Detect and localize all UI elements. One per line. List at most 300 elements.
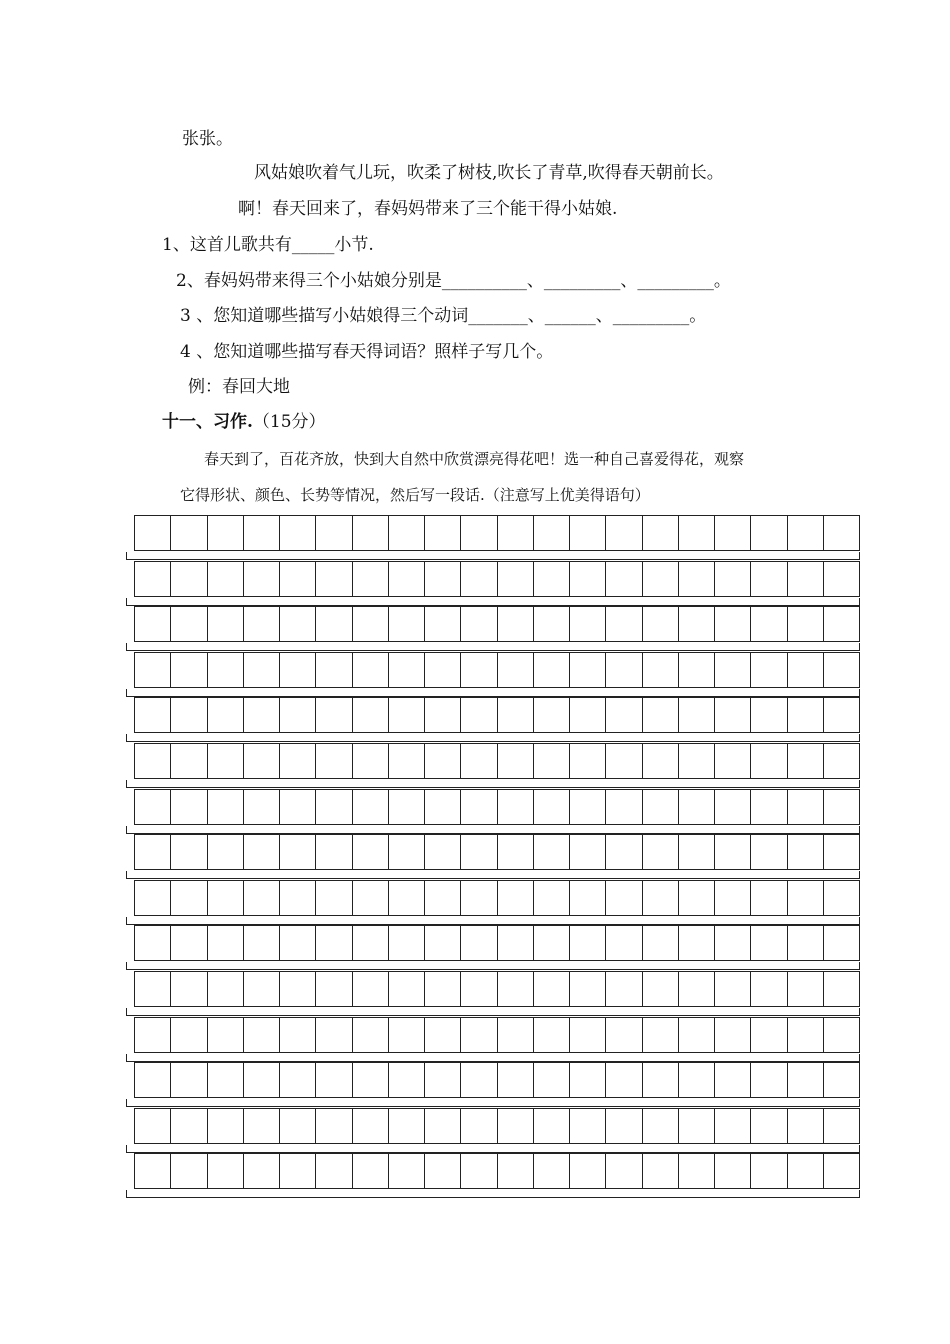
grid-cell[interactable] <box>497 925 533 961</box>
grid-cell[interactable] <box>605 652 641 688</box>
grid-cell[interactable] <box>605 971 641 1007</box>
grid-cell[interactable] <box>787 1108 823 1144</box>
grid-cell[interactable] <box>170 1062 206 1098</box>
grid-cell[interactable] <box>279 880 315 916</box>
grid-cell[interactable] <box>424 652 460 688</box>
grid-cell[interactable] <box>352 1153 388 1189</box>
grid-cell[interactable] <box>170 697 206 733</box>
grid-cell[interactable] <box>315 1062 351 1098</box>
grid-cell[interactable] <box>569 561 605 597</box>
grid-cell[interactable] <box>460 1153 496 1189</box>
grid-cell[interactable] <box>388 1108 424 1144</box>
grid-cell[interactable] <box>533 697 569 733</box>
grid-cell[interactable] <box>170 606 206 642</box>
grid-cell[interactable] <box>170 834 206 870</box>
grid-cell[interactable] <box>243 880 279 916</box>
grid-cell[interactable] <box>642 606 678 642</box>
grid-cell[interactable] <box>569 1017 605 1053</box>
grid-cell[interactable] <box>533 606 569 642</box>
grid-cell[interactable] <box>750 697 786 733</box>
grid-cell[interactable] <box>569 515 605 551</box>
grid-cell[interactable] <box>315 925 351 961</box>
grid-cell[interactable] <box>134 606 170 642</box>
grid-cell[interactable] <box>823 1017 860 1053</box>
grid-cell[interactable] <box>533 743 569 779</box>
grid-cell[interactable] <box>823 880 860 916</box>
grid-cell[interactable] <box>207 743 243 779</box>
grid-cell[interactable] <box>170 1153 206 1189</box>
grid-cell[interactable] <box>605 880 641 916</box>
grid-cell[interactable] <box>787 652 823 688</box>
grid-cell[interactable] <box>388 515 424 551</box>
grid-cell[interactable] <box>170 743 206 779</box>
grid-cell[interactable] <box>315 561 351 597</box>
grid-cell[interactable] <box>497 606 533 642</box>
grid-cell[interactable] <box>642 1108 678 1144</box>
grid-cell[interactable] <box>714 743 750 779</box>
grid-cell[interactable] <box>605 1062 641 1098</box>
grid-cell[interactable] <box>352 652 388 688</box>
grid-cell[interactable] <box>424 743 460 779</box>
grid-cell[interactable] <box>569 606 605 642</box>
grid-cell[interactable] <box>823 789 860 825</box>
grid-cell[interactable] <box>170 1108 206 1144</box>
grid-cell[interactable] <box>315 1108 351 1144</box>
grid-cell[interactable] <box>569 1108 605 1144</box>
grid-cell[interactable] <box>787 834 823 870</box>
grid-cell[interactable] <box>388 880 424 916</box>
grid-cell[interactable] <box>279 1062 315 1098</box>
grid-cell[interactable] <box>134 652 170 688</box>
grid-cell[interactable] <box>533 1108 569 1144</box>
grid-cell[interactable] <box>388 697 424 733</box>
grid-cell[interactable] <box>678 652 714 688</box>
grid-cell[interactable] <box>243 515 279 551</box>
grid-cell[interactable] <box>533 789 569 825</box>
grid-cell[interactable] <box>315 515 351 551</box>
grid-cell[interactable] <box>315 1017 351 1053</box>
grid-cell[interactable] <box>533 561 569 597</box>
grid-cell[interactable] <box>605 606 641 642</box>
grid-cell[interactable] <box>352 789 388 825</box>
grid-cell[interactable] <box>569 880 605 916</box>
grid-cell[interactable] <box>315 697 351 733</box>
grid-cell[interactable] <box>642 834 678 870</box>
grid-cell[interactable] <box>605 834 641 870</box>
grid-cell[interactable] <box>823 925 860 961</box>
grid-cell[interactable] <box>424 1017 460 1053</box>
grid-cell[interactable] <box>207 834 243 870</box>
grid-cell[interactable] <box>678 1108 714 1144</box>
grid-cell[interactable] <box>714 1017 750 1053</box>
grid-cell[interactable] <box>823 652 860 688</box>
grid-cell[interactable] <box>279 652 315 688</box>
grid-cell[interactable] <box>642 1017 678 1053</box>
grid-cell[interactable] <box>642 743 678 779</box>
grid-cell[interactable] <box>497 1062 533 1098</box>
grid-cell[interactable] <box>787 880 823 916</box>
grid-cell[interactable] <box>714 652 750 688</box>
grid-cell[interactable] <box>787 1062 823 1098</box>
grid-cell[interactable] <box>642 971 678 1007</box>
grid-cell[interactable] <box>642 652 678 688</box>
grid-cell[interactable] <box>134 789 170 825</box>
grid-cell[interactable] <box>642 561 678 597</box>
grid-cell[interactable] <box>388 834 424 870</box>
grid-cell[interactable] <box>424 1153 460 1189</box>
grid-cell[interactable] <box>678 606 714 642</box>
grid-cell[interactable] <box>460 743 496 779</box>
grid-cell[interactable] <box>388 1153 424 1189</box>
grid-cell[interactable] <box>388 971 424 1007</box>
grid-cell[interactable] <box>460 515 496 551</box>
grid-cell[interactable] <box>424 1062 460 1098</box>
grid-cell[interactable] <box>352 834 388 870</box>
grid-cell[interactable] <box>134 880 170 916</box>
grid-cell[interactable] <box>388 1062 424 1098</box>
grid-cell[interactable] <box>460 652 496 688</box>
grid-cell[interactable] <box>678 743 714 779</box>
grid-cell[interactable] <box>315 743 351 779</box>
grid-cell[interactable] <box>134 561 170 597</box>
grid-cell[interactable] <box>714 1153 750 1189</box>
grid-cell[interactable] <box>279 971 315 1007</box>
grid-cell[interactable] <box>569 697 605 733</box>
grid-cell[interactable] <box>279 1017 315 1053</box>
grid-cell[interactable] <box>714 606 750 642</box>
grid-cell[interactable] <box>497 743 533 779</box>
grid-cell[interactable] <box>170 789 206 825</box>
grid-cell[interactable] <box>424 515 460 551</box>
grid-cell[interactable] <box>460 1108 496 1144</box>
grid-cell[interactable] <box>279 1153 315 1189</box>
grid-cell[interactable] <box>460 789 496 825</box>
grid-cell[interactable] <box>750 1062 786 1098</box>
grid-cell[interactable] <box>207 1108 243 1144</box>
grid-cell[interactable] <box>460 606 496 642</box>
grid-cell[interactable] <box>134 1153 170 1189</box>
grid-cell[interactable] <box>678 1062 714 1098</box>
grid-cell[interactable] <box>497 697 533 733</box>
grid-cell[interactable] <box>352 606 388 642</box>
grid-cell[interactable] <box>714 834 750 870</box>
grid-cell[interactable] <box>569 971 605 1007</box>
grid-cell[interactable] <box>170 880 206 916</box>
grid-cell[interactable] <box>388 606 424 642</box>
grid-cell[interactable] <box>678 561 714 597</box>
grid-cell[interactable] <box>207 561 243 597</box>
grid-cell[interactable] <box>787 561 823 597</box>
grid-cell[interactable] <box>388 561 424 597</box>
grid-cell[interactable] <box>315 789 351 825</box>
grid-cell[interactable] <box>823 515 860 551</box>
grid-cell[interactable] <box>497 789 533 825</box>
grid-cell[interactable] <box>750 1108 786 1144</box>
grid-cell[interactable] <box>605 1153 641 1189</box>
grid-cell[interactable] <box>424 606 460 642</box>
grid-cell[interactable] <box>388 652 424 688</box>
grid-cell[interactable] <box>243 834 279 870</box>
grid-cell[interactable] <box>424 971 460 1007</box>
grid-cell[interactable] <box>750 1153 786 1189</box>
grid-cell[interactable] <box>750 1017 786 1053</box>
grid-cell[interactable] <box>352 743 388 779</box>
grid-cell[interactable] <box>388 743 424 779</box>
grid-cell[interactable] <box>714 971 750 1007</box>
grid-cell[interactable] <box>533 652 569 688</box>
grid-cell[interactable] <box>678 880 714 916</box>
grid-cell[interactable] <box>279 606 315 642</box>
grid-cell[interactable] <box>750 925 786 961</box>
grid-cell[interactable] <box>243 652 279 688</box>
grid-cell[interactable] <box>207 925 243 961</box>
grid-cell[interactable] <box>714 1108 750 1144</box>
grid-cell[interactable] <box>750 515 786 551</box>
grid-cell[interactable] <box>678 515 714 551</box>
grid-cell[interactable] <box>605 925 641 961</box>
grid-cell[interactable] <box>279 697 315 733</box>
grid-cell[interactable] <box>460 697 496 733</box>
grid-cell[interactable] <box>243 743 279 779</box>
grid-cell[interactable] <box>750 834 786 870</box>
grid-cell[interactable] <box>243 1153 279 1189</box>
grid-cell[interactable] <box>642 515 678 551</box>
grid-cell[interactable] <box>207 971 243 1007</box>
grid-cell[interactable] <box>605 1017 641 1053</box>
grid-cell[interactable] <box>315 880 351 916</box>
grid-cell[interactable] <box>315 834 351 870</box>
grid-cell[interactable] <box>605 789 641 825</box>
grid-cell[interactable] <box>533 1153 569 1189</box>
grid-cell[interactable] <box>315 971 351 1007</box>
grid-cell[interactable] <box>207 1153 243 1189</box>
grid-cell[interactable] <box>352 697 388 733</box>
grid-cell[interactable] <box>243 925 279 961</box>
grid-cell[interactable] <box>497 515 533 551</box>
grid-cell[interactable] <box>823 1062 860 1098</box>
grid-cell[interactable] <box>424 925 460 961</box>
grid-cell[interactable] <box>678 1017 714 1053</box>
grid-cell[interactable] <box>569 743 605 779</box>
grid-cell[interactable] <box>424 1108 460 1144</box>
grid-cell[interactable] <box>134 515 170 551</box>
grid-cell[interactable] <box>823 606 860 642</box>
grid-cell[interactable] <box>569 834 605 870</box>
grid-cell[interactable] <box>605 743 641 779</box>
grid-cell[interactable] <box>207 515 243 551</box>
grid-cell[interactable] <box>352 1062 388 1098</box>
grid-cell[interactable] <box>134 834 170 870</box>
grid-cell[interactable] <box>497 1153 533 1189</box>
grid-cell[interactable] <box>787 971 823 1007</box>
grid-cell[interactable] <box>170 971 206 1007</box>
grid-cell[interactable] <box>569 1062 605 1098</box>
grid-cell[interactable] <box>605 697 641 733</box>
grid-cell[interactable] <box>134 1017 170 1053</box>
grid-cell[interactable] <box>315 606 351 642</box>
grid-cell[interactable] <box>787 925 823 961</box>
grid-cell[interactable] <box>678 1153 714 1189</box>
grid-cell[interactable] <box>605 515 641 551</box>
grid-cell[interactable] <box>533 515 569 551</box>
grid-cell[interactable] <box>750 606 786 642</box>
grid-cell[interactable] <box>823 834 860 870</box>
grid-cell[interactable] <box>352 1108 388 1144</box>
grid-cell[interactable] <box>642 880 678 916</box>
grid-cell[interactable] <box>170 515 206 551</box>
grid-cell[interactable] <box>497 880 533 916</box>
grid-cell[interactable] <box>497 561 533 597</box>
grid-cell[interactable] <box>134 743 170 779</box>
grid-cell[interactable] <box>388 925 424 961</box>
grid-cell[interactable] <box>170 652 206 688</box>
grid-cell[interactable] <box>823 1153 860 1189</box>
grid-cell[interactable] <box>352 971 388 1007</box>
grid-cell[interactable] <box>497 1017 533 1053</box>
grid-cell[interactable] <box>315 652 351 688</box>
grid-cell[interactable] <box>352 1017 388 1053</box>
grid-cell[interactable] <box>424 834 460 870</box>
grid-cell[interactable] <box>243 789 279 825</box>
grid-cell[interactable] <box>750 789 786 825</box>
grid-cell[interactable] <box>207 606 243 642</box>
grid-cell[interactable] <box>460 834 496 870</box>
grid-cell[interactable] <box>787 1017 823 1053</box>
grid-cell[interactable] <box>678 697 714 733</box>
grid-cell[interactable] <box>497 1108 533 1144</box>
grid-cell[interactable] <box>533 925 569 961</box>
grid-cell[interactable] <box>134 925 170 961</box>
grid-cell[interactable] <box>279 561 315 597</box>
grid-cell[interactable] <box>424 789 460 825</box>
grid-cell[interactable] <box>315 1153 351 1189</box>
grid-cell[interactable] <box>714 561 750 597</box>
grid-cell[interactable] <box>170 561 206 597</box>
grid-cell[interactable] <box>243 1017 279 1053</box>
grid-cell[interactable] <box>678 834 714 870</box>
grid-cell[interactable] <box>714 925 750 961</box>
grid-cell[interactable] <box>207 1017 243 1053</box>
grid-cell[interactable] <box>787 606 823 642</box>
grid-cell[interactable] <box>388 789 424 825</box>
grid-cell[interactable] <box>424 880 460 916</box>
grid-cell[interactable] <box>279 743 315 779</box>
grid-cell[interactable] <box>569 925 605 961</box>
grid-cell[interactable] <box>642 789 678 825</box>
grid-cell[interactable] <box>460 925 496 961</box>
grid-cell[interactable] <box>134 1062 170 1098</box>
grid-cell[interactable] <box>279 515 315 551</box>
grid-cell[interactable] <box>243 561 279 597</box>
grid-cell[interactable] <box>823 1108 860 1144</box>
grid-cell[interactable] <box>424 697 460 733</box>
grid-cell[interactable] <box>642 1062 678 1098</box>
grid-cell[interactable] <box>460 1062 496 1098</box>
grid-cell[interactable] <box>823 561 860 597</box>
grid-cell[interactable] <box>714 789 750 825</box>
grid-cell[interactable] <box>823 743 860 779</box>
grid-cell[interactable] <box>134 697 170 733</box>
grid-cell[interactable] <box>207 652 243 688</box>
grid-cell[interactable] <box>460 1017 496 1053</box>
grid-cell[interactable] <box>678 789 714 825</box>
grid-cell[interactable] <box>388 1017 424 1053</box>
grid-cell[interactable] <box>497 652 533 688</box>
grid-cell[interactable] <box>279 834 315 870</box>
grid-cell[interactable] <box>279 925 315 961</box>
grid-cell[interactable] <box>533 971 569 1007</box>
grid-cell[interactable] <box>569 1153 605 1189</box>
grid-cell[interactable] <box>750 743 786 779</box>
grid-cell[interactable] <box>207 880 243 916</box>
grid-cell[interactable] <box>243 606 279 642</box>
grid-cell[interactable] <box>207 789 243 825</box>
grid-cell[interactable] <box>533 834 569 870</box>
grid-cell[interactable] <box>460 971 496 1007</box>
grid-cell[interactable] <box>823 971 860 1007</box>
grid-cell[interactable] <box>569 652 605 688</box>
grid-cell[interactable] <box>750 561 786 597</box>
grid-cell[interactable] <box>352 561 388 597</box>
grid-cell[interactable] <box>352 515 388 551</box>
grid-cell[interactable] <box>750 652 786 688</box>
grid-cell[interactable] <box>352 925 388 961</box>
grid-cell[interactable] <box>460 880 496 916</box>
grid-cell[interactable] <box>533 1062 569 1098</box>
grid-cell[interactable] <box>750 971 786 1007</box>
grid-cell[interactable] <box>714 515 750 551</box>
grid-cell[interactable] <box>787 789 823 825</box>
grid-cell[interactable] <box>134 1108 170 1144</box>
grid-cell[interactable] <box>460 561 496 597</box>
grid-cell[interactable] <box>642 1153 678 1189</box>
grid-cell[interactable] <box>424 561 460 597</box>
grid-cell[interactable] <box>823 697 860 733</box>
grid-cell[interactable] <box>243 1108 279 1144</box>
grid-cell[interactable] <box>243 971 279 1007</box>
grid-cell[interactable] <box>569 789 605 825</box>
grid-cell[interactable] <box>497 971 533 1007</box>
grid-cell[interactable] <box>279 789 315 825</box>
grid-cell[interactable] <box>352 880 388 916</box>
grid-cell[interactable] <box>642 697 678 733</box>
grid-cell[interactable] <box>243 1062 279 1098</box>
grid-cell[interactable] <box>207 697 243 733</box>
grid-cell[interactable] <box>170 1017 206 1053</box>
grid-cell[interactable] <box>714 880 750 916</box>
grid-cell[interactable] <box>533 1017 569 1053</box>
grid-cell[interactable] <box>207 1062 243 1098</box>
grid-cell[interactable] <box>787 697 823 733</box>
grid-cell[interactable] <box>787 743 823 779</box>
grid-cell[interactable] <box>170 925 206 961</box>
grid-cell[interactable] <box>678 925 714 961</box>
grid-cell[interactable] <box>279 1108 315 1144</box>
grid-cell[interactable] <box>787 515 823 551</box>
grid-cell[interactable] <box>678 971 714 1007</box>
grid-cell[interactable] <box>714 697 750 733</box>
grid-cell[interactable] <box>497 834 533 870</box>
grid-cell[interactable] <box>787 1153 823 1189</box>
grid-cell[interactable] <box>750 880 786 916</box>
grid-cell[interactable] <box>533 880 569 916</box>
grid-cell[interactable] <box>243 697 279 733</box>
grid-cell[interactable] <box>605 561 641 597</box>
grid-cell[interactable] <box>642 925 678 961</box>
grid-cell[interactable] <box>134 971 170 1007</box>
grid-cell[interactable] <box>605 1108 641 1144</box>
grid-cell[interactable] <box>714 1062 750 1098</box>
